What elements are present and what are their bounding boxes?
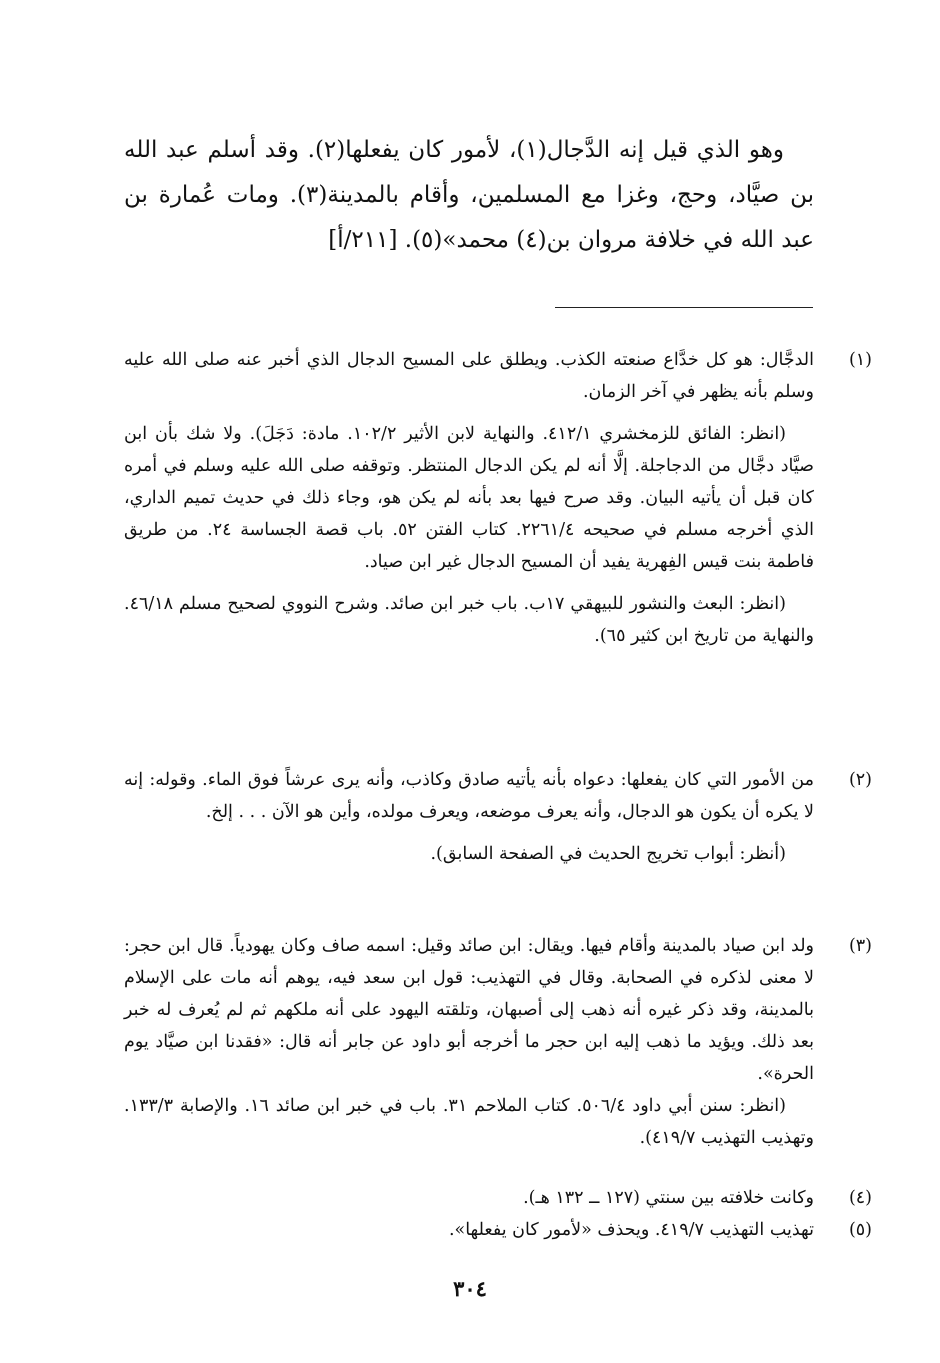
footnote-2 <box>124 764 872 870</box>
footnote-number: (١) <box>848 350 872 370</box>
footnote-text: من الأمور التي كان يفعلها: دعواه بأنه يأتيه صادق وكاذب، وأنه يرى عرشاً فوق الماء. وقوله: إنه لا يكره أن يكون هو الدجال، وأنه يعرف موضعه، ويعرف مولده، وأين هو الآن . . . إلخ. <box>124 770 814 822</box>
footnote-3 <box>124 930 872 1154</box>
footnote-number: (٤) <box>848 1188 872 1208</box>
main-paragraph: وهو الذي قيل إنه الدَّجال(١)، لأمور كان يفعلها(٢). وقد أسلم عبد الله بن صيَّاد، وحج، وغزا مع المسلمين، وأقام بالمدينة(٣). ومات عُمارة بن عبد الله في خلافة مروان بن(٤) محمد»(٥). [٢١١/أ] <box>124 137 814 253</box>
main-text-block <box>124 128 814 263</box>
footnote-number: (٣) <box>848 936 872 956</box>
footnote-4 <box>124 1182 872 1214</box>
footnote-5 <box>124 1214 872 1246</box>
footnote-separator <box>555 307 813 308</box>
footnote-reference: (انظر: الفائق للزمخشري ٤١٢/١. والنهاية لابن الأثير ١٠٢/٢. مادة: دَجَلَ). ولا شك بأن ابن صيَّاد دجَّال من الدجاجلة. إلَّا أنه لم يكن الدجال المنتظر. وتوقفه صلى الله عليه وسلم في أمره كان قبل أن يأتيه البيان. وقد صرح فيها بعد بأنه لم يكن هو، وجاء ذلك في حديث تميم الداري، الذي أخرجه مسلم في صحيحه ٢٢٦١/٤. كتاب الفتن ٥٢. باب قصة الجساسة ٢٤. من طريق فاطمة بنت قيس الفِهرية يفيد أن المسيح الدجال غير ابن صياد. <box>124 424 814 572</box>
footnote-text: وكانت خلافته بين سنتي (١٢٧ ــ ١٣٢ هـ). <box>523 1188 814 1208</box>
footnote-1 <box>124 344 872 652</box>
footnote-reference: (أنظر: أبواب تخريج الحديث في الصفحة السابق). <box>430 844 786 864</box>
footnote-reference: (انظر: البعث والنشور للبيهقي ١٧ب. باب خبر ابن صائد. وشرح النووي لصحيح مسلم ٤٦/١٨. والنهاية من تاريخ ابن كثير ٦٥). <box>124 594 814 646</box>
footnote-reference: (انظر: سنن أبي داود ٥٠٦/٤. كتاب الملاحم ٣١. باب في خبر ابن صائد ١٦. والإصابة ١٣٣/٣. وتهذيب التهذيب ٤١٩/٧). <box>124 1096 814 1148</box>
footnote-text: تهذيب التهذيب ٤١٩/٧. ويحذف «لأمور كان يفعلها». <box>448 1220 814 1240</box>
footnote-text: ولد ابن صياد بالمدينة وأقام فيها. ويقال: ابن صائد وقيل: اسمه صاف وكان يهودياً. قال ابن حجر: لا معنى لذكره في الصحابة. وقال في التهذيب: قول ابن سعد فيه، يوهم أنه مات على الإسلام بالمدينة، وقد ذكر غيره أنه ذهب إلى أصبهان، وتلقته اليهود على أنه ملكهم ثم لم يُعرف له خبر بعد ذلك. ويؤيد ما ذهب إليه ابن حجر ما أخرجه أبو داود عن جابر أنه قال: «فقدنا ابن صيَّاد يوم الحرة». <box>124 936 815 1084</box>
footnote-number: (٥) <box>848 1220 872 1240</box>
footnote-text: الدجَّال: هو كل خدَّاع صنعته الكذب. ويطلق على المسيح الدجال الذي أخبر عنه صلى الله عليه وسلم بأنه يظهر في آخر الزمان. <box>124 350 814 402</box>
page-number: ٣٠٤ <box>453 1276 487 1301</box>
footnote-number: (٢) <box>848 770 872 790</box>
